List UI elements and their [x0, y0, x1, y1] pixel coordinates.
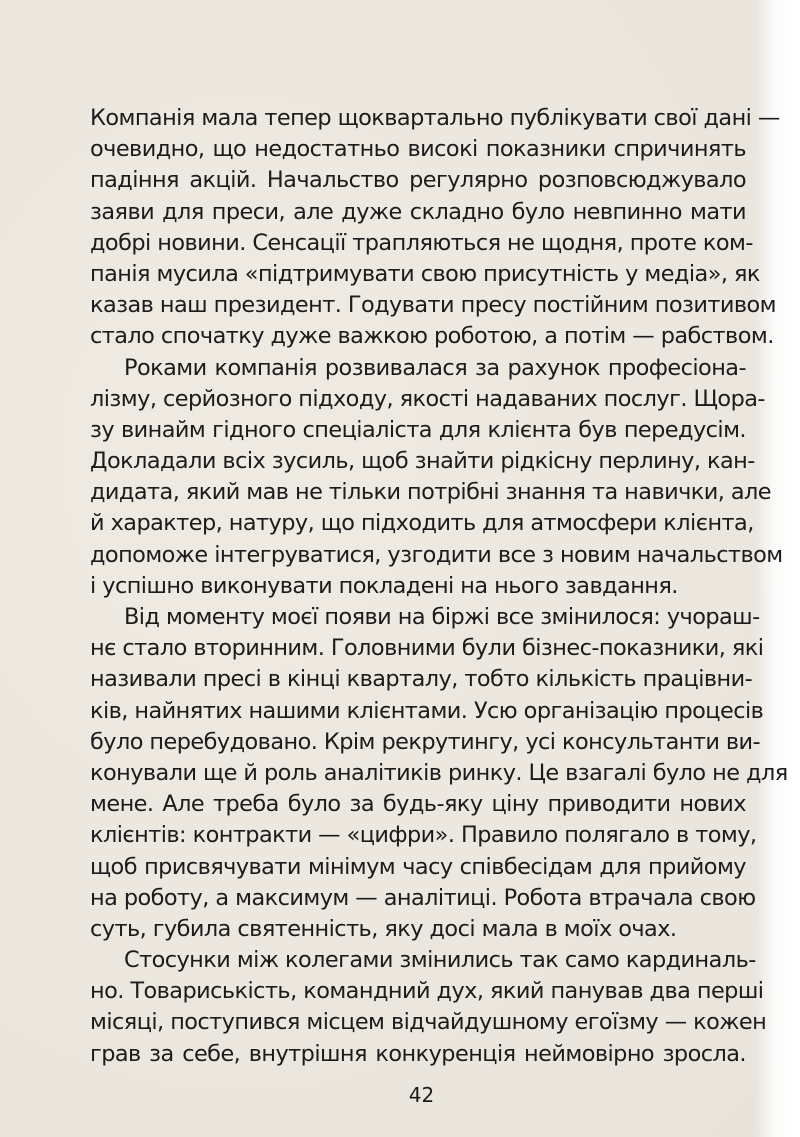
- text-line: Компанія мала тепер щоквартально публікувати свої дані —: [90, 105, 780, 131]
- paragraph-first-line: Стосунки між колегами змінились так само кардиналь-: [124, 947, 756, 974]
- paragraph-first-line: Роками компанія розвивалася за рахунок професіона-: [124, 354, 746, 381]
- page-number: 42: [408, 1083, 435, 1107]
- text-line: нє стало вторинним. Головними були бізнес-показники, які: [90, 635, 764, 662]
- paragraph-first-line: Від моменту моєї появи на біржі все змінилося: учораш-: [124, 604, 760, 630]
- text-line: лізму, серйозного підходу, якості надаваних послуг. Щора-: [90, 385, 765, 412]
- text-line: очевидно, що недостатньо високі показники спричинять: [90, 136, 746, 163]
- text-line: падіння акцій. Начальство регулярно розповсюджувало: [90, 167, 746, 194]
- text-line: місяці, поступився місцем відчайдушному егоїзму — кожен: [90, 1009, 767, 1036]
- paragraph-last-line: і успішно виконувати покладені на нього завдання.: [90, 572, 678, 599]
- text-line: було перебудовано. Крім рекрутингу, усі консультанти ви-: [90, 728, 761, 755]
- text-line: грав за себе, внутрішня конкуренція неймовірно зросла.: [90, 1040, 746, 1067]
- text-line: стало спочатку дуже важкою роботою, а потім — рабством.: [90, 323, 774, 350]
- text-line: конували ще й роль аналітиків ринку. Це взагалі було не для: [90, 759, 788, 786]
- text-line: ків, найнятих нашими клієнтами. Усю організацію процесів: [90, 697, 764, 724]
- text-line: но. Товариськість, командний дух, який панував два перші: [90, 978, 764, 1005]
- text-line: казав наш президент. Годувати пресу постійним позитивом: [90, 292, 777, 319]
- paragraph-last-line: суть, губила святенність, яку досі мала в моїх очах.: [90, 915, 677, 942]
- text-line: й характер, натуру, що підходить для атмосфери клієнта,: [90, 510, 754, 537]
- text-line: щоб присвячувати мінімум часу співбесідам для прийому: [90, 853, 746, 880]
- text-line: заяви для преси, але дуже складно було невпинно мати: [90, 198, 746, 225]
- text-line: допоможе інтегруватися, узгодити все з новим начальством: [90, 541, 783, 568]
- text-line: панія мусила «підтримувати свою присутність у медіа», як: [90, 260, 760, 287]
- text-line: на роботу, а максимум — аналітиці. Робота втрачала свою: [90, 884, 756, 911]
- text-line: зу винайм гідного спеціаліста для клієнта був передусім.: [90, 416, 746, 443]
- text-line: мене. Але треба було за будь-яку ціну приводити нових: [90, 791, 746, 818]
- text-line: дидата, який мав не тільки потрібні знання та навички, але: [90, 479, 772, 506]
- text-line: Докладали всіх зусиль, щоб знайти рідкісну перлину, кан-: [90, 448, 755, 475]
- text-line: клієнтів: контракти — «цифри». Правило полягало в тому,: [90, 822, 757, 849]
- text-line: називали пресі в кінці кварталу, тобто кількість працівни-: [90, 666, 753, 693]
- page-body-text: [90, 103, 788, 1070]
- text-line: добрі новини. Сенсації трапляються не щодня, проте ком-: [90, 229, 753, 256]
